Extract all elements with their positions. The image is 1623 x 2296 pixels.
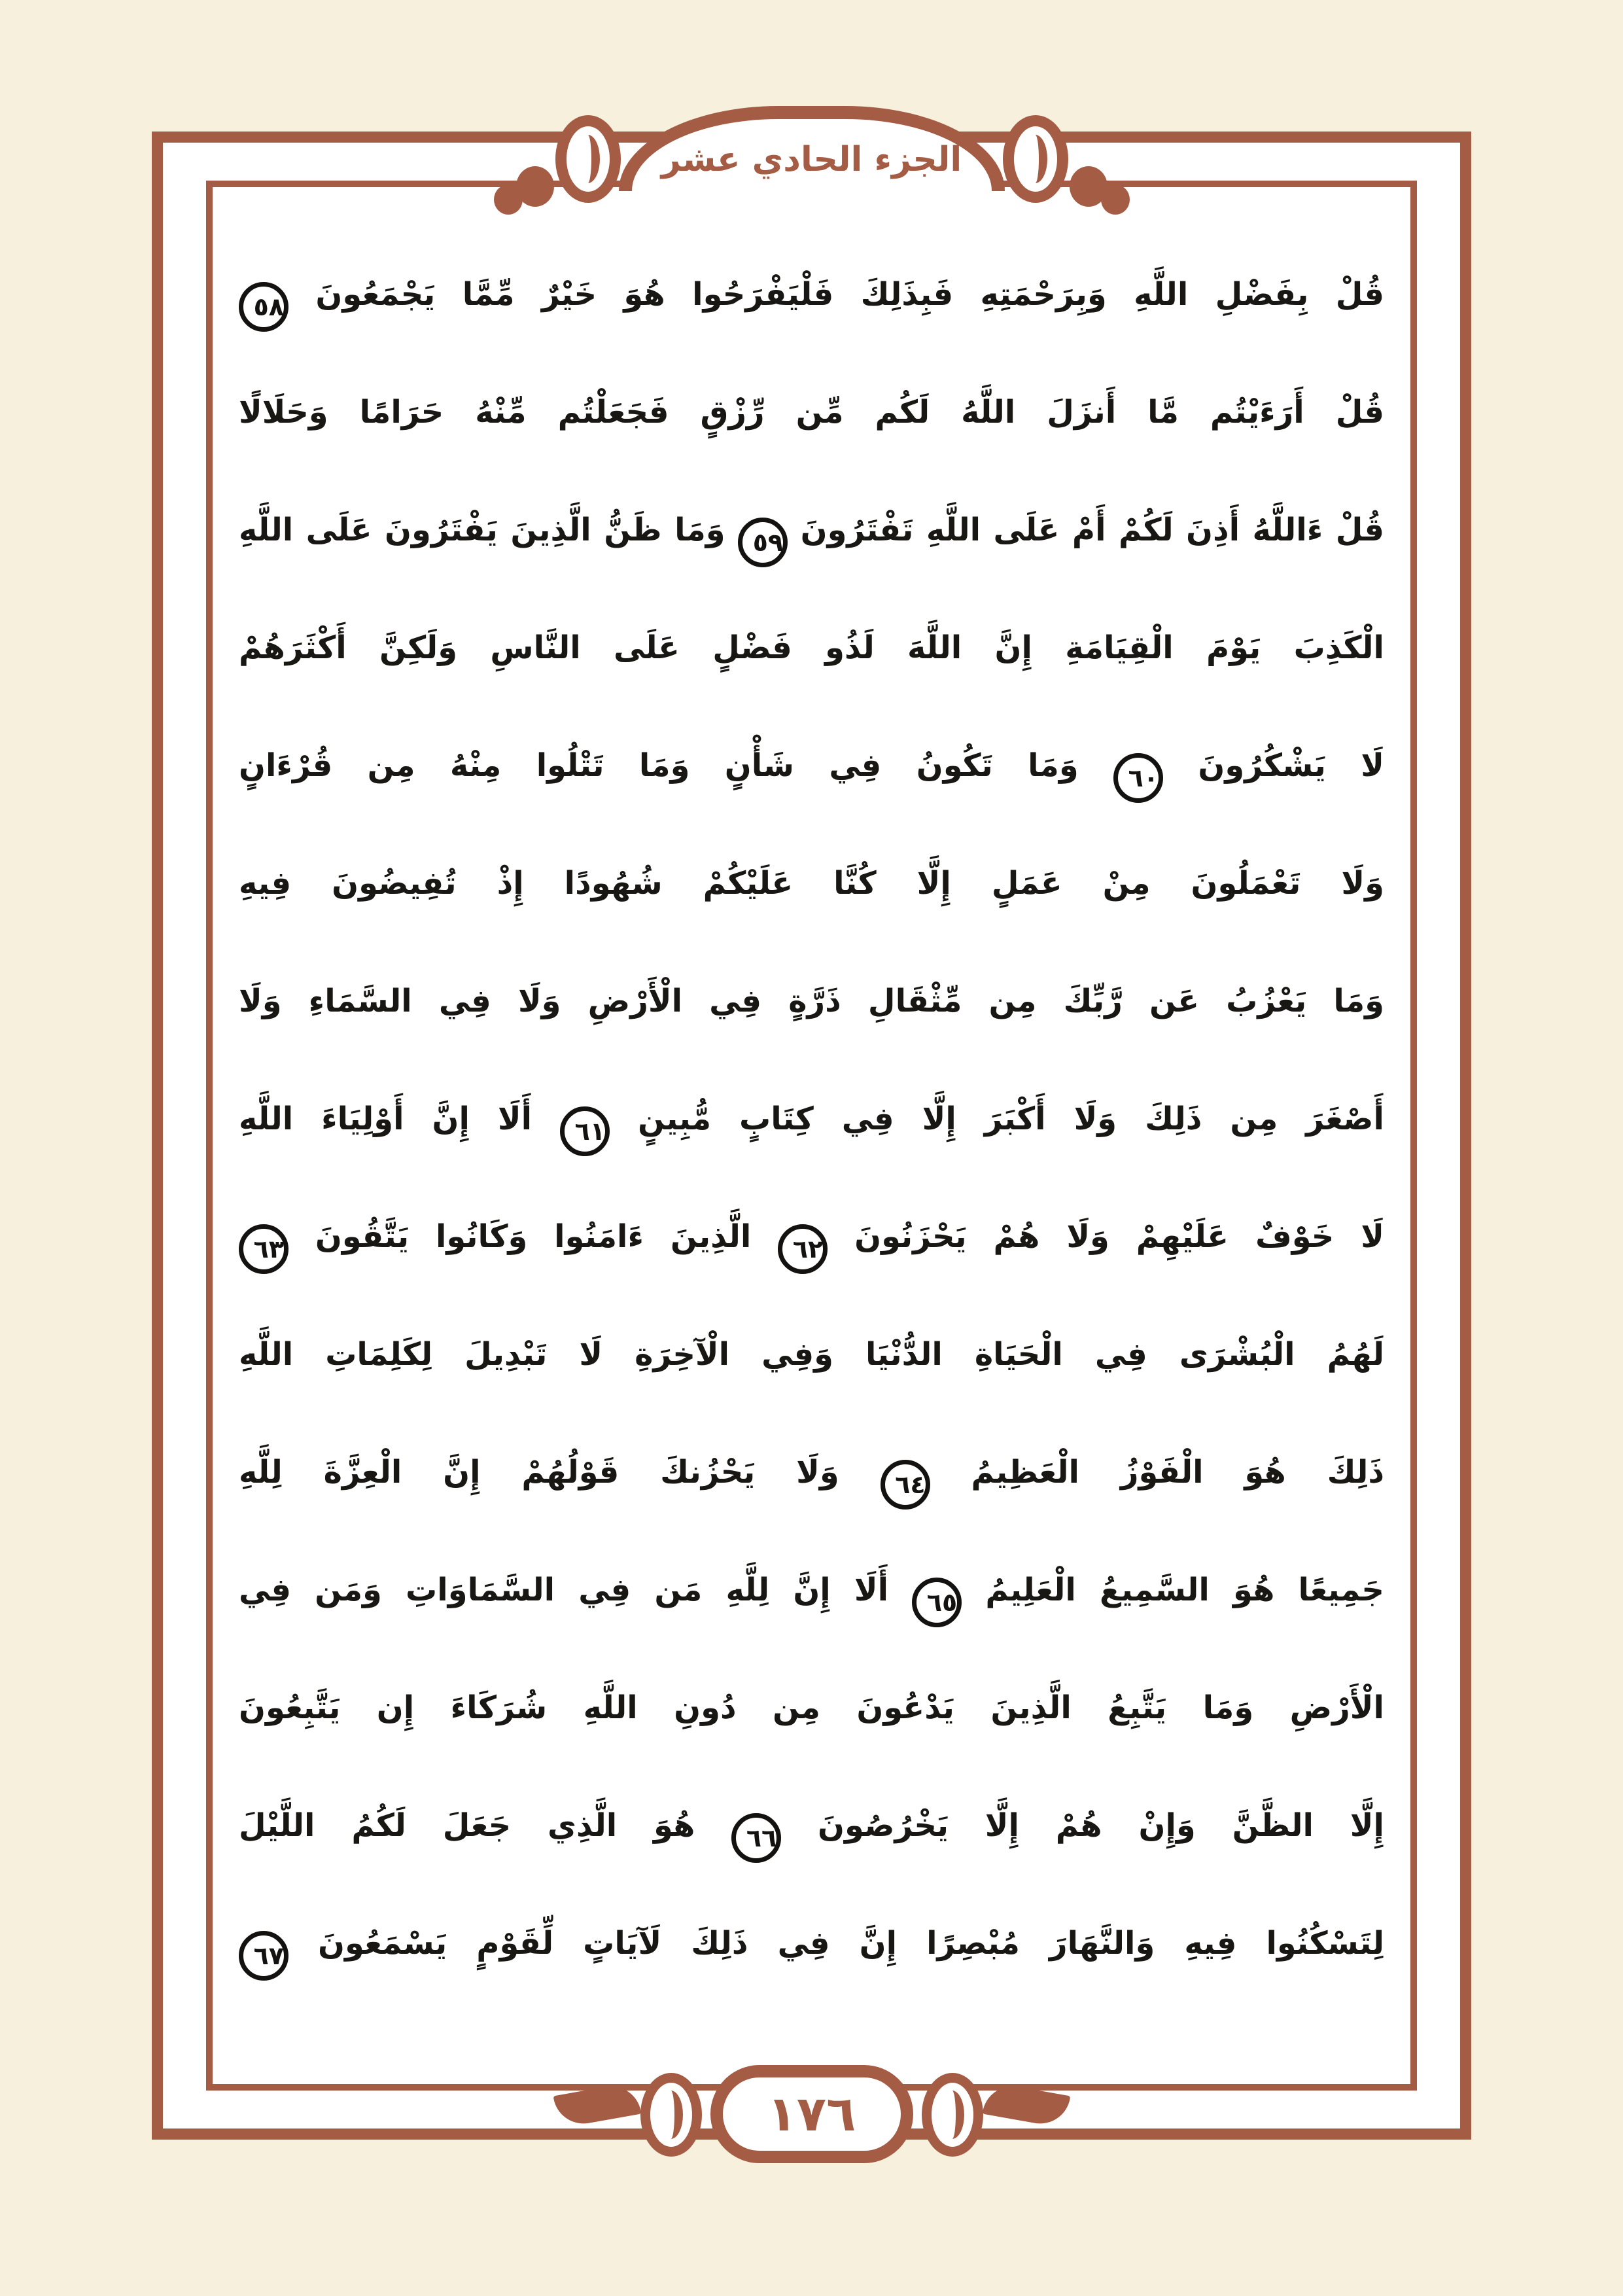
ayah-text: قُلْ أَرَءَيْتُم مَّا أَنزَلَ اللَّهُ لَكُم مِّن رِّزْقٍ فَجَعَلْتُم مِّنْهُ حَرَامًا وَحَلَالًا [239,394,1384,431]
ayah-text: إِلَّا الظَّنَّ وَإِنْ هُمْ إِلَّا يَخْرُصُونَ [818,1807,1384,1844]
crescent-stroke-icon [1023,135,1047,183]
quran-line [239,353,1384,471]
ayah-end-rosette: ٦٥ [912,1578,962,1627]
juz-header-ornament [0,98,1623,209]
crescent-stroke-icon [659,2091,683,2139]
ayah-text: هُوَ الَّذِي جَعَلَ لَكُمُ اللَّيْلَ [239,1807,695,1844]
ayah-text: ذَلِكَ هُوَ الْفَوْزُ الْعَظِيمُ [971,1454,1384,1491]
quran-line [239,236,1384,353]
ayah-text: لِتَسْكُنُوا فِيهِ وَالنَّهَارَ مُبْصِرًا إِنَّ فِي ذَلِكَ لَآيَاتٍ لِّقَوْمٍ يَسْمَعُونَ [318,1925,1384,1962]
page-number-ornament [0,2055,1623,2185]
ayah-text: الَّذِينَ ءَامَنُوا وَكَانُوا يَتَّقُونَ [315,1218,752,1255]
footer-leaf-icon [982,2081,1070,2128]
page-number-cartouche [710,2065,913,2163]
ayah-text: وَلَا تَعْمَلُونَ مِنْ عَمَلٍ إِلَّا كُنَّا عَلَيْكُمْ شُهُودًا إِذْ تُفِيضُونَ فِيهِ [239,865,1384,902]
ayah-text: قُلْ ءَاللَّهُ أَذِنَ لَكُمْ أَمْ عَلَى اللَّهِ تَفْتَرُونَ [800,512,1385,548]
quran-line [239,942,1384,1060]
ayah-text: جَمِيعًا هُوَ السَّمِيعُ الْعَلِيمُ [985,1572,1384,1608]
quran-line [239,1178,1384,1296]
ayah-text: لَا خَوْفٌ عَلَيْهِمْ وَلَا هُمْ يَحْزَنُونَ [854,1218,1384,1255]
ayah-text: أَلَا إِنَّ لِلَّهِ مَن فِي السَّمَاوَاتِ وَمَن فِي [239,1572,889,1608]
juz-title: الجزء الحادي عشر [661,140,962,179]
quran-line [239,824,1384,942]
header-flourish-icon [494,185,523,215]
ayah-text: لَا يَشْكُرُونَ [1198,747,1384,784]
ayah-end-rosette: ٦٠ [1113,753,1163,803]
footer-medallion-icon [922,2073,983,2157]
ayah-text: أَصْغَرَ مِن ذَلِكَ وَلَا أَكْبَرَ إِلَّا فِي كِتَابٍ مُّبِينٍ [638,1101,1385,1137]
ayah-text: وَمَا تَكُونُ فِي شَأْنٍ وَمَا تَتْلُوا مِنْهُ مِن قُرْءَانٍ [239,747,1079,784]
quran-text-area [239,236,1384,2002]
quran-line [239,589,1384,707]
ayah-text: قُلْ بِفَضْلِ اللَّهِ وَبِرَحْمَتِهِ فَبِذَلِكَ فَلْيَفْرَحُوا هُوَ خَيْرٌ مِّمَّا يَجْمَعُونَ [315,276,1384,313]
ayah-end-rosette: ٦٣ [239,1224,288,1274]
ayah-text: وَمَا يَعْزُبُ عَن رَّبِّكَ مِن مِّثْقَالِ ذَرَّةٍ فِي الْأَرْضِ وَلَا فِي السَّمَاءِ وَلَا [239,983,1384,1019]
ayah-text: الْكَذِبَ يَوْمَ الْقِيَامَةِ إِنَّ اللَّهَ لَذُو فَضْلٍ عَلَى النَّاسِ وَلَكِنَّ أَكْثَرَهُمْ [239,629,1384,666]
header-medallion-icon [1003,115,1068,203]
ayah-end-rosette: ٦٦ [731,1813,781,1863]
ayah-end-rosette: ٦١ [560,1106,610,1156]
footer-leaf-icon [553,2081,641,2128]
ayah-end-rosette: ٦٧ [239,1931,288,1981]
ayah-end-rosette: ٥٩ [738,518,788,567]
footer-medallion-icon [640,2073,702,2157]
page-number: ١٧٦ [767,2086,856,2142]
quran-line [239,707,1384,824]
ayah-end-rosette: ٥٨ [239,282,288,332]
header-medallion-icon [555,115,621,203]
quran-line [239,1649,1384,1767]
quran-line [239,1531,1384,1649]
ayah-end-rosette: ٦٢ [778,1224,828,1274]
quran-line [239,1060,1384,1178]
quran-line [239,471,1384,589]
ayah-text: لَهُمُ الْبُشْرَى فِي الْحَيَاةِ الدُّنْيَا وَفِي الْآخِرَةِ لَا تَبْدِيلَ لِكَلِمَاتِ اللَّهِ [239,1336,1384,1373]
quran-line [239,1884,1384,2002]
ayah-text: أَلَا إِنَّ أَوْلِيَاءَ اللَّهِ [239,1101,532,1137]
crescent-stroke-icon [576,135,600,183]
header-flourish-icon [1101,185,1130,215]
ayah-text: وَمَا ظَنُّ الَّذِينَ يَفْتَرُونَ عَلَى اللَّهِ [239,512,725,548]
ayah-end-rosette: ٦٤ [881,1460,930,1510]
quran-line [239,1413,1384,1531]
ayah-text: الْأَرْضِ وَمَا يَتَّبِعُ الَّذِينَ يَدْعُونَ مِن دُونِ اللَّهِ شُرَكَاءَ إِن يَتَّبِعُونَ [239,1689,1384,1726]
quran-line [239,1296,1384,1413]
juz-title-cartouche [619,106,1005,191]
ayah-text: وَلَا يَحْزُنكَ قَوْلُهُمْ إِنَّ الْعِزَّةَ لِلَّهِ [239,1454,839,1491]
crescent-stroke-icon [940,2091,964,2139]
quran-line [239,1767,1384,1884]
